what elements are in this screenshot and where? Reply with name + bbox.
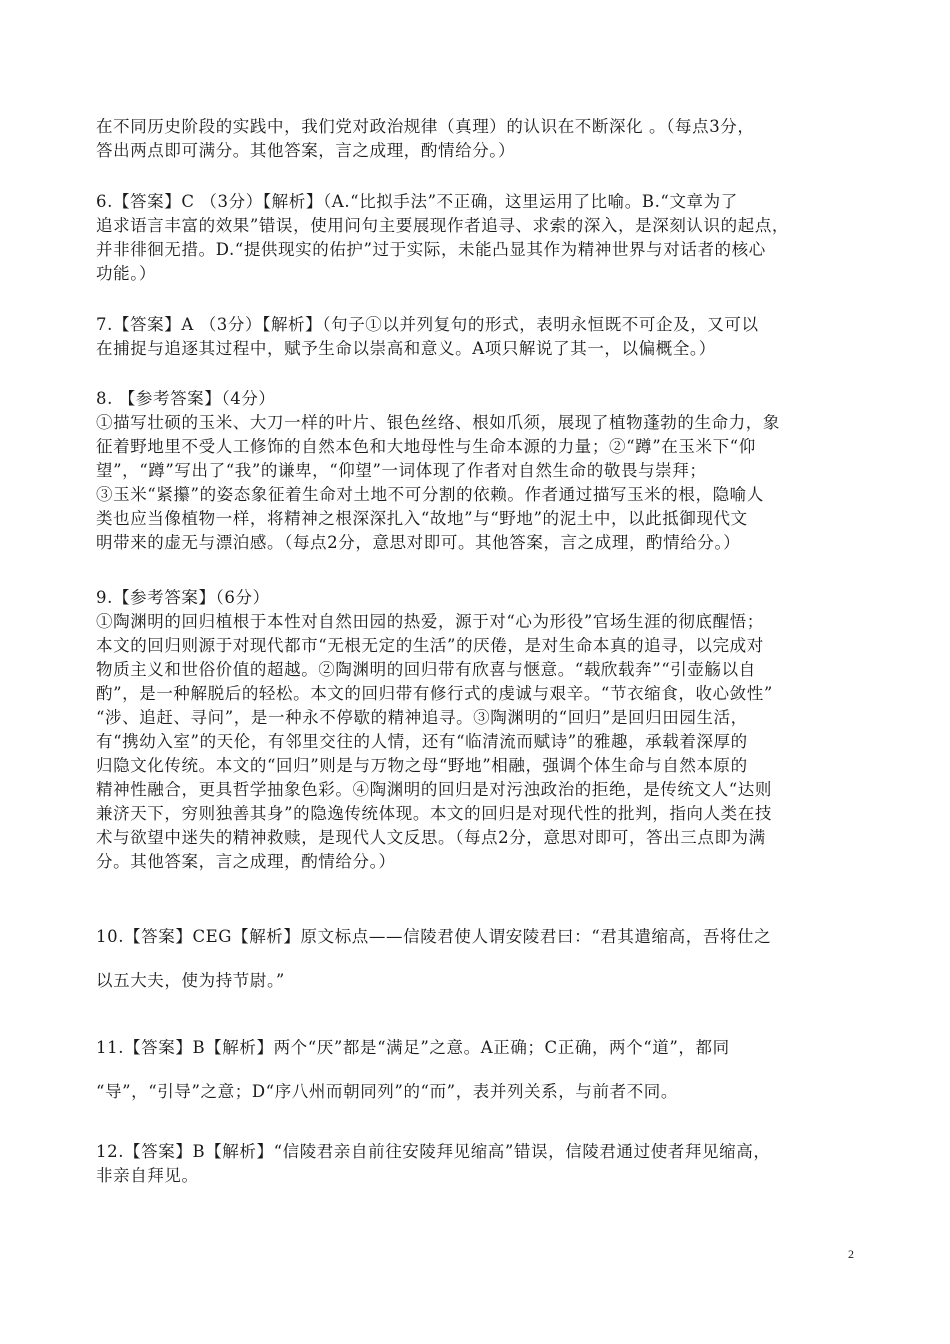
text-line: 物质主义和世俗价值的超越。②陶渊明的回归带有欣喜与惬意。“载欣载奔”“引壶觞以自 <box>96 660 756 679</box>
answer-q9 <box>96 586 860 874</box>
text-line: 7.【答案】A （3分）【解析】（句子①以并列复句的形式，表明永恒既不可企及，又可以 <box>96 315 759 334</box>
text-line: ③玉米“紧攥”的姿态象征着生命对土地不可分割的依赖。作者通过描写玉米的根，隐喻人 <box>96 485 764 504</box>
text-line: 明带来的虚无与漂泊感。（每点2分，意思对即可。其他答案，言之成理，酌情给分。） <box>96 533 741 552</box>
text-line: 本文的回归则源于对现代都市“无根无定的生活”的厌倦，是对生命本真的追寻，以完成对 <box>96 636 764 655</box>
text-line: 酌”，是一种解脱后的轻松。本文的回归带有修行式的虔诚与艰辛。“节衣缩食，收心敛性” <box>96 684 773 703</box>
text-line: 望”，“蹲”写出了“我”的谦卑，“仰望”一词体现了作者对自然生命的敬畏与崇拜； <box>96 461 707 480</box>
text-line: 分。其他答案，言之成理，酌情给分。） <box>96 852 396 871</box>
text-line: 10.【答案】CEG【解析】原文标点——信陵君使人谓安陵君曰：“君其遣缩高，吾将仕之 <box>96 927 772 946</box>
answer-q5-tail <box>96 115 860 163</box>
answer-q11 <box>96 1026 860 1114</box>
text-line: 类也应当像植物一样，将精神之根深深扎入“故地”与“野地”的泥土中，以此抵御现代文 <box>96 509 748 528</box>
text-line: 征着野地里不受人工修饰的自然本色和大地母性与生命本源的力量；②“蹲”在玉米下“仰 <box>96 437 756 456</box>
answer-q10 <box>96 915 860 1003</box>
text-line: 6.【答案】C （3分）【解析】（A.“比拟手法”不正确，这里运用了比喻。B.“文章为了 <box>96 192 738 211</box>
text-line: 非亲自拜见。 <box>96 1166 199 1185</box>
text-line: 以五大夫，使为持节尉。” <box>96 971 285 990</box>
answer-q8 <box>96 387 860 555</box>
text-line: 11.【答案】B【解析】两个“厌”都是“满足”之意。A正确；C正确，两个“道”，都同 <box>96 1038 730 1057</box>
text-line: “涉、追赶、寻问”，是一种永不停歇的精神追寻。③陶渊明的“回归”是回归田园生活， <box>96 708 748 727</box>
answer-q6 <box>96 190 860 286</box>
text-line: ①描写壮硕的玉米、大刀一样的叶片、银色丝络、根如爪须，展现了植物蓬勃的生命力，象 <box>96 413 780 432</box>
answer-q12 <box>96 1140 860 1188</box>
text-line: ①陶渊明的回归植根于本性对自然田园的热爱，源于对“心为形役”官场生涯的彻底醒悟； <box>96 612 764 631</box>
text-line: 12.【答案】B【解析】“信陵君亲自前往安陵拜见缩高”错误，信陵君通过使者拜见缩高， <box>96 1142 771 1161</box>
text-line: 精神性融合，更具哲学抽象色彩。④陶渊明的回归是对污浊政治的拒绝，是传统文人“达则 <box>96 780 772 799</box>
text-line: 9.【参考答案】（6分） <box>96 588 270 607</box>
text-line: 8. 【参考答案】（4分） <box>96 389 276 408</box>
text-line: 答出两点即可满分。其他答案，言之成理，酌情给分。） <box>96 141 516 160</box>
text-line: 功能。） <box>96 264 157 283</box>
text-line: 归隐文化传统。本文的“回归”则是与万物之母“野地”相融，强调个体生命与自然本原的 <box>96 756 748 775</box>
text-line: 在不同历史阶段的实践中，我们党对政治规律（真理）的认识在不断深化 。（每点3分， <box>96 117 755 136</box>
text-line: 在捕捉与追逐其过程中，赋予生命以崇高和意义。A项只解说了其一，以偏概全。） <box>96 339 716 358</box>
text-line: 术与欲望中迷失的精神救赎，是现代人文反思。（每点2分，意思对即可，答出三点即为满 <box>96 828 766 847</box>
page-number: 2 <box>848 1247 854 1261</box>
answer-q7 <box>96 313 860 361</box>
text-line: “导”，“引导”之意；D“序八州而朝同列”的“而”，表并列关系，与前者不同。 <box>96 1082 679 1101</box>
text-line: 追求语言丰富的效果”错误，使用问句主要展现作者追寻、求索的深入，是深刻认识的起点， <box>96 216 790 235</box>
text-line: 有“携幼入室”的天伦，有邻里交往的人情，还有“临清流而赋诗”的雅趣，承载着深厚的 <box>96 732 748 751</box>
text-line: 兼济天下，穷则独善其身”的隐逸传统体现。本文的回归是对现代性的批判，指向人类在技 <box>96 804 772 823</box>
text-line: 并非徘徊无措。D.“提供现实的佑护”过于实际，未能凸显其作为精神世界与对话者的核心 <box>96 240 766 259</box>
